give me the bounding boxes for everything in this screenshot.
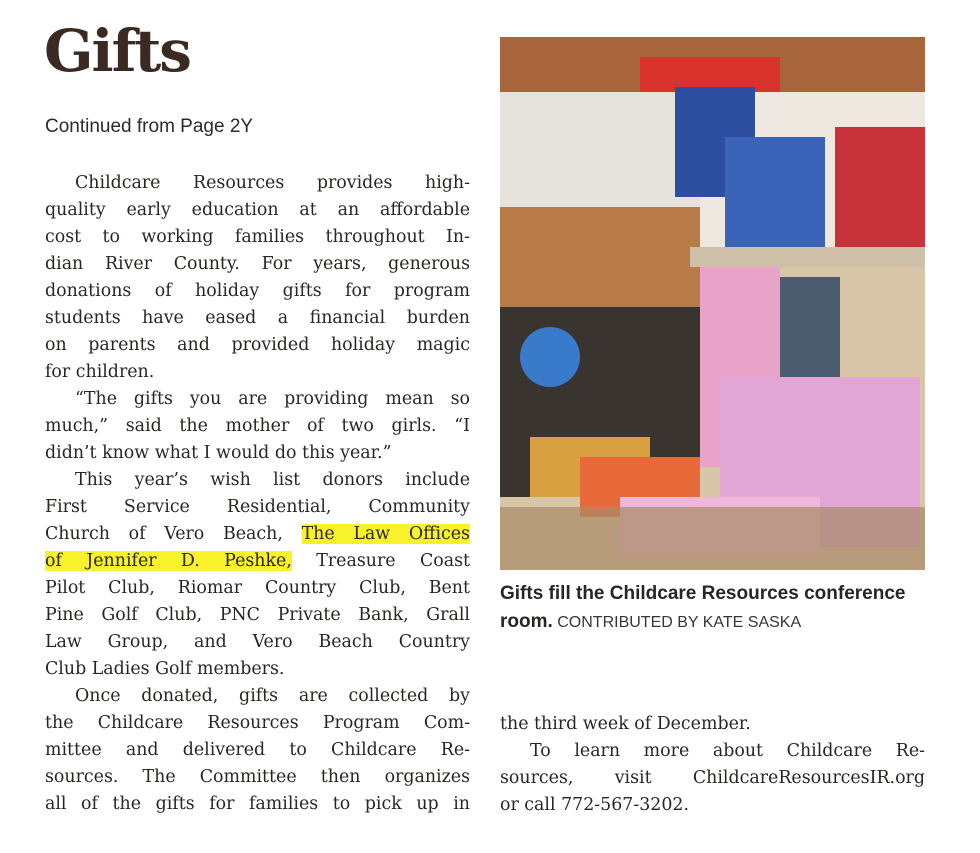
line-text: Club Ladies Golf members. — [45, 659, 285, 679]
article-line — [45, 359, 470, 386]
article-line — [45, 278, 470, 305]
article-line — [45, 602, 470, 629]
line-text: Law Group, and Vero Beach Country — [45, 632, 470, 652]
line-text: Pine Golf Club, PNC Private Bank, Grall — [45, 605, 470, 625]
line-text: cost to working families throughout In- — [45, 227, 470, 247]
line-text: on parents and provided holiday magic — [45, 335, 470, 355]
article-line — [500, 711, 925, 738]
article-line — [500, 765, 925, 792]
line-text: didn’t know what I would do this year.” — [45, 443, 392, 463]
line-text: sources. The Committee then organizes — [45, 767, 470, 787]
line-text: To learn more about Childcare Re- — [530, 741, 925, 761]
article-line — [45, 467, 470, 494]
article-column-left — [45, 170, 470, 818]
photo-caption — [500, 580, 930, 636]
article-line — [45, 170, 470, 197]
article-line — [500, 738, 925, 765]
line-text: students have eased a financial burden — [45, 308, 470, 328]
article-line — [45, 521, 470, 548]
line-text: “The gifts you are providing mean so — [75, 389, 470, 409]
line-text: quality early education at an affordable — [45, 200, 470, 220]
article-line — [45, 413, 470, 440]
article-line — [45, 332, 470, 359]
caption-text: Gifts fill the Childcare Resources conference room. — [500, 583, 906, 632]
article-line — [45, 224, 470, 251]
line-text: This year’s wish list donors include — [75, 470, 470, 490]
highlighted-text: The Law Offices — [301, 524, 470, 544]
highlighted-text: of Jennifer D. Peshke, — [45, 551, 292, 571]
article-line — [45, 656, 470, 683]
article-line — [45, 575, 470, 602]
article-line — [45, 305, 470, 332]
line-text: the third week of December. — [500, 714, 751, 734]
line-text: Pilot Club, Riomar Country Club, Bent — [45, 578, 470, 598]
line-text: Once donated, gifts are collected by — [75, 686, 470, 706]
article-line — [45, 791, 470, 818]
continued-from-label: Continued from Page 2Y — [45, 116, 254, 137]
article-line — [500, 792, 925, 819]
headline: Gifts — [44, 17, 190, 85]
line-text: dian River County. For years, generous — [45, 254, 470, 274]
article-line — [45, 494, 470, 521]
line-text: for children. — [45, 362, 155, 382]
line-text: Church of Vero Beach, — [45, 524, 302, 544]
line-text: donations of holiday gifts for program — [45, 281, 470, 301]
article-line — [45, 710, 470, 737]
line-text: Treasure Coast — [291, 551, 470, 571]
line-text: much,” said the mother of two girls. “I — [45, 416, 470, 436]
article-line — [45, 197, 470, 224]
line-text: sources, visit ChildcareResourcesIR.org — [500, 768, 925, 788]
article-line — [45, 737, 470, 764]
line-text: First Service Residential, Community — [45, 497, 470, 517]
article-line — [45, 386, 470, 413]
line-text: all of the gifts for families to pick up in — [45, 794, 470, 814]
article-line — [45, 764, 470, 791]
article-line — [45, 251, 470, 278]
line-text: or call 772-567-3202. — [500, 795, 689, 815]
article-line — [45, 683, 470, 710]
line-text: Childcare Resources provides high- — [75, 173, 470, 193]
article-column-right — [500, 711, 925, 819]
photo-gifts-conference-room — [500, 37, 925, 570]
article-line — [45, 548, 470, 575]
line-text: mittee and delivered to Childcare Re- — [45, 740, 470, 760]
line-text: the Childcare Resources Program Com- — [45, 713, 470, 733]
photo-credit: CONTRIBUTED BY KATE SASKA — [557, 614, 802, 631]
article-line — [45, 629, 470, 656]
article-line — [45, 440, 470, 467]
